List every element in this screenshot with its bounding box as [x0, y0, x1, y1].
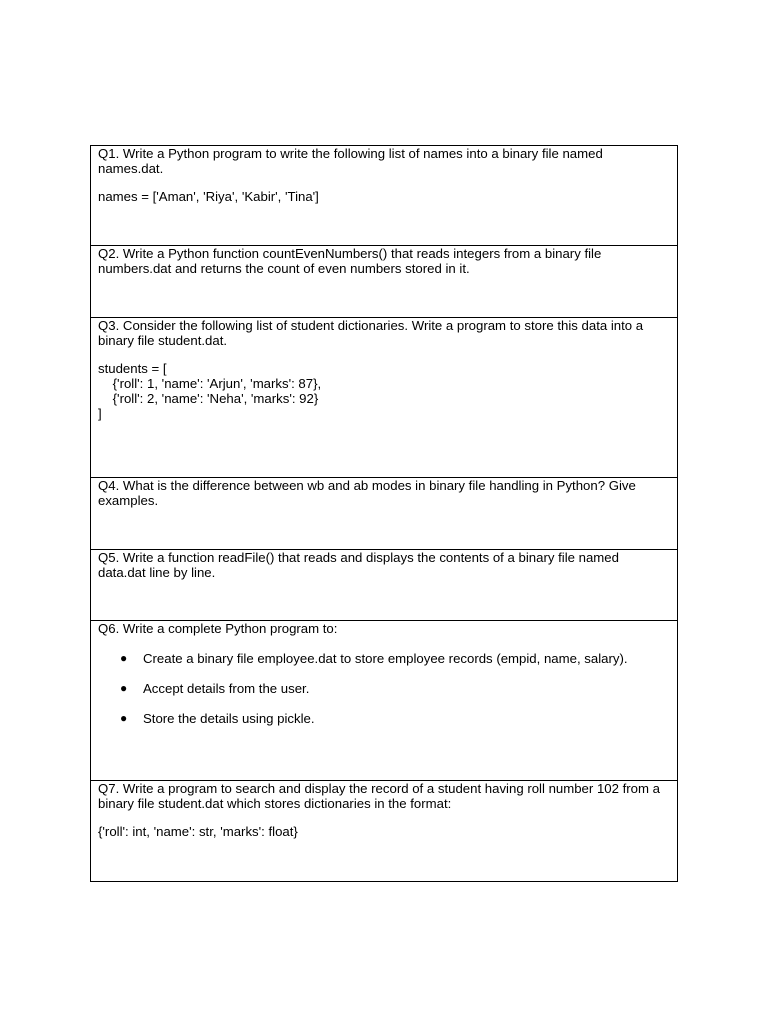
bullet-icon: ●	[120, 651, 128, 665]
question-cell-2	[91, 246, 678, 318]
question-row-2	[91, 246, 678, 318]
question-row-6	[91, 621, 678, 781]
list-item-text: Accept details from the user.	[143, 681, 310, 696]
question-3-code-line: {'roll': 2, 'name': 'Neha', 'marks': 92}	[98, 391, 319, 406]
list-item	[98, 711, 670, 726]
bullet-icon: ●	[120, 681, 128, 695]
question-row-1	[91, 146, 678, 246]
question-cell-5	[91, 550, 678, 621]
question-cell-4	[91, 478, 678, 550]
question-row-4	[91, 478, 678, 550]
question-cell-7	[91, 781, 678, 882]
list-item-text: Create a binary file employee.dat to store employee records (empid, name, salary).	[143, 651, 628, 666]
list-item	[98, 681, 670, 696]
question-row-7	[91, 781, 678, 882]
question-7-text: Q7. Write a program to search and display the record of a student having roll number 102 from a binary file student.dat which stores dictionaries in the format:	[98, 781, 660, 811]
question-3-code-line: students = [	[98, 361, 167, 376]
question-cell-3	[91, 318, 678, 478]
question-4-text: Q4. What is the difference between wb and ab modes in binary file handling in Python? Give examples.	[98, 478, 636, 508]
question-5-text: Q5. Write a function readFile() that reads and displays the contents of a binary file named data.dat line by line.	[98, 550, 619, 580]
question-6-bullet-list	[98, 651, 670, 726]
question-cell-6	[91, 621, 678, 781]
list-item-text: Store the details using pickle.	[143, 711, 315, 726]
question-1-text: Q1. Write a Python program to write the following list of names into a binary file named names.dat.	[98, 146, 603, 176]
question-1-code: names = ['Aman', 'Riya', 'Kabir', 'Tina']	[98, 189, 319, 204]
question-6-text: Q6. Write a complete Python program to:	[98, 621, 338, 636]
question-3-text: Q3. Consider the following list of student dictionaries. Write a program to store this data into a binary file student.dat.	[98, 318, 644, 348]
question-3-code-block	[98, 361, 670, 421]
question-7-code: {'roll': int, 'name': str, 'marks': float}	[98, 824, 298, 839]
question-row-3	[91, 318, 678, 478]
questions-table	[90, 145, 678, 882]
question-row-5	[91, 550, 678, 621]
question-cell-1	[91, 146, 678, 246]
question-3-code-line: {'roll': 1, 'name': 'Arjun', 'marks': 87},	[98, 376, 322, 391]
list-item	[98, 651, 670, 666]
question-3-code-line: ]	[98, 406, 102, 421]
question-2-text: Q2. Write a Python function countEvenNumbers() that reads integers from a binary file numbers.dat and returns the count of even numbers stored in it.	[98, 246, 602, 276]
bullet-icon: ●	[120, 711, 128, 725]
